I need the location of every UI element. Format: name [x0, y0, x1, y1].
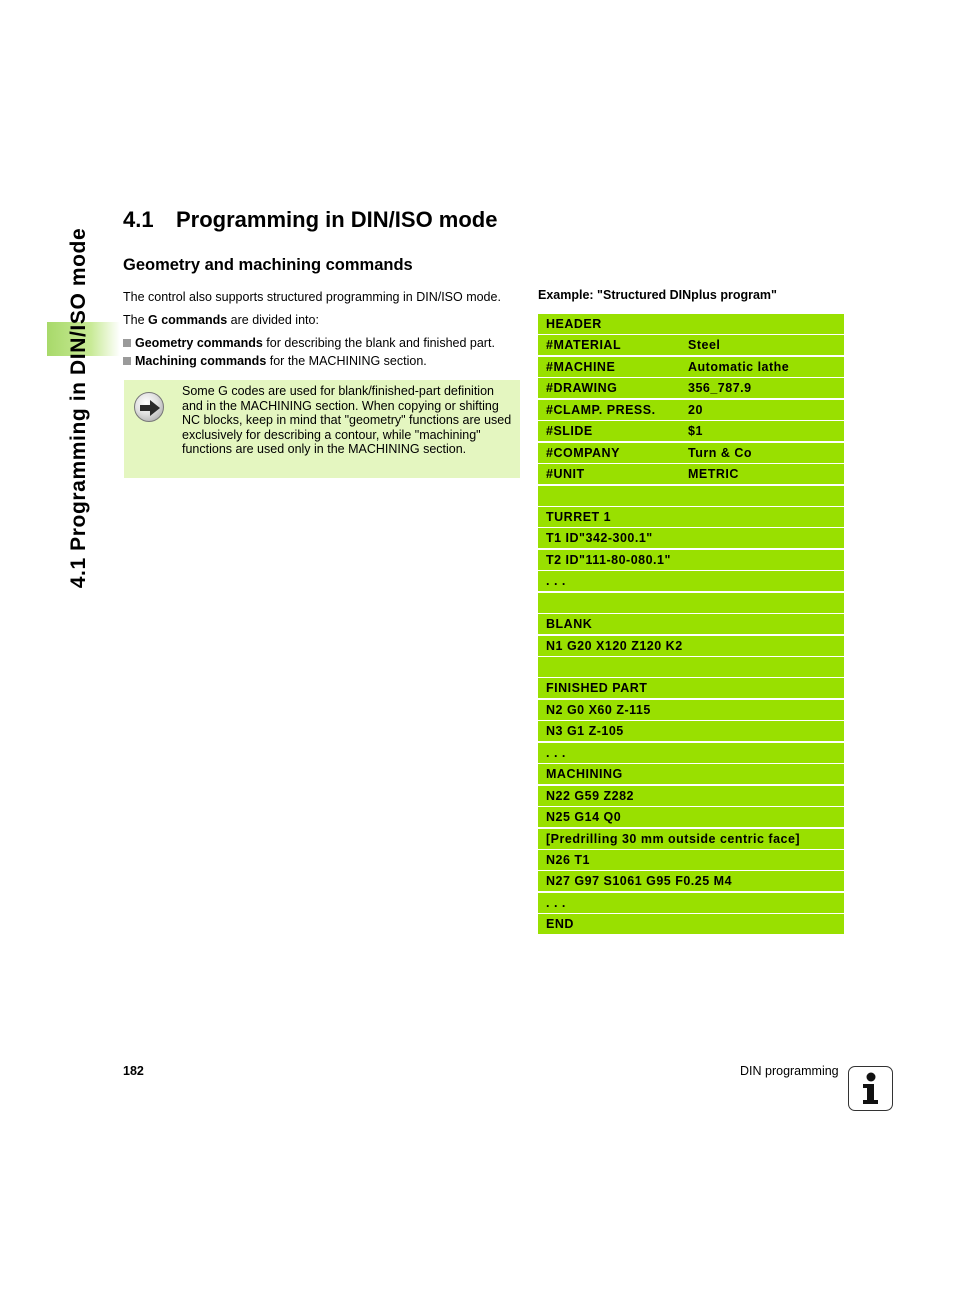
program-row	[538, 807, 844, 827]
footer-label: DIN programming	[740, 1064, 839, 1078]
section-title: Programming in DIN/ISO mode	[176, 207, 498, 232]
bullet-text: for describing the blank and finished part.	[262, 336, 495, 350]
program-row	[538, 528, 844, 548]
example-title: Example: "Structured DINplus program"	[538, 288, 777, 302]
program-row	[538, 335, 844, 355]
bullet-item	[123, 336, 495, 350]
program-row-code: #MACHINE	[546, 359, 616, 374]
program-row-code: [Predrilling 30 mm outside centric face]	[546, 831, 801, 846]
program-row-code: N25 G14 Q0	[546, 810, 622, 825]
program-row	[538, 400, 844, 420]
program-row	[538, 550, 844, 570]
program-row	[538, 721, 844, 741]
program-row	[538, 914, 844, 934]
program-row-code: N27 G97 S1061 G95 F0.25 M4	[546, 874, 733, 889]
program-row-code: N3 G1 Z-105	[546, 724, 624, 739]
program-row-code: #DRAWING	[546, 381, 618, 396]
program-row	[538, 678, 844, 698]
program-listing	[538, 314, 844, 936]
program-row-code: #UNIT	[546, 467, 585, 482]
page-title	[123, 207, 497, 233]
program-row-code: T1 ID"342-300.1"	[546, 531, 653, 546]
bullet-square-icon	[123, 357, 131, 365]
program-row	[538, 657, 844, 677]
program-row	[538, 593, 844, 613]
program-row	[538, 871, 844, 891]
program-row-value: Steel	[688, 338, 721, 353]
info-icon	[848, 1066, 893, 1111]
program-row-code: T2 ID"111-80-080.1"	[546, 552, 671, 567]
program-row-value: $1	[688, 424, 703, 439]
note-text: Some G codes are used for blank/finished-part definition and in the MACHINING section. When copying or shifting NC blocks, keep in mind that "geometry" functions are used exclusively for describing a contour, while "machining" functions are used only in the MACHINING section.	[182, 384, 512, 457]
bullet-item	[123, 354, 427, 368]
program-row	[538, 464, 844, 484]
section-number: 4.1	[123, 207, 154, 232]
bullet-bold: Geometry commands	[135, 336, 263, 350]
program-row	[538, 507, 844, 527]
program-row-code: . . .	[546, 574, 566, 589]
program-row-value: Turn & Co	[688, 445, 752, 460]
program-row	[538, 893, 844, 913]
program-row	[538, 314, 844, 334]
program-row-value: 356_787.9	[688, 381, 752, 396]
program-row	[538, 357, 844, 377]
program-row-code: N22 G59 Z282	[546, 788, 634, 803]
program-row-code: . . .	[546, 895, 566, 910]
program-row	[538, 829, 844, 849]
program-row-code: N1 G20 X120 Z120 K2	[546, 638, 683, 653]
program-row	[538, 614, 844, 634]
intro-paragraph: The control also supports structured programming in DIN/ISO mode.	[123, 290, 501, 304]
program-row	[538, 786, 844, 806]
bullet-text: for the MACHINING section.	[266, 354, 427, 368]
g-commands-bold: G commands	[148, 313, 228, 327]
program-row-code: N2 G0 X60 Z-115	[546, 702, 651, 717]
program-row	[538, 636, 844, 656]
note-box	[124, 380, 520, 478]
program-row-code: FINISHED PART	[546, 681, 648, 696]
program-row-code: HEADER	[546, 317, 602, 331]
program-row-value: METRIC	[688, 467, 739, 482]
program-row	[538, 421, 844, 441]
arrow-right-icon	[134, 392, 164, 422]
program-row-code: #MATERIAL	[546, 338, 622, 353]
program-row	[538, 486, 844, 506]
g-commands-paragraph	[123, 313, 319, 327]
program-row-code: MACHINING	[546, 767, 623, 782]
page-number: 182	[123, 1064, 144, 1078]
program-row-value: Automatic lathe	[688, 359, 790, 374]
program-row-value: 20	[688, 402, 703, 417]
program-row	[538, 700, 844, 720]
program-row	[538, 850, 844, 870]
g-commands-prefix: The	[123, 313, 149, 327]
program-row	[538, 571, 844, 591]
program-row-code: #COMPANY	[546, 445, 620, 460]
program-row-code: TURRET 1	[546, 509, 612, 524]
program-row	[538, 443, 844, 463]
program-row-code: BLANK	[546, 617, 593, 632]
g-commands-suffix: are divided into:	[227, 313, 319, 327]
program-row-code: #CLAMP. PRESS.	[546, 402, 656, 417]
bullet-square-icon	[123, 339, 131, 347]
program-row	[538, 378, 844, 398]
program-row-code: N26 T1	[546, 852, 590, 867]
program-row-code: END	[546, 917, 574, 932]
subheading: Geometry and machining commands	[123, 256, 413, 274]
program-row-code: . . .	[546, 745, 566, 760]
program-row-code: #SLIDE	[546, 424, 593, 439]
program-row	[538, 743, 844, 763]
sidebar-title-text: 4.1 Programming in DIN/ISO mode	[67, 227, 90, 589]
bullet-bold: Machining commands	[135, 354, 267, 368]
program-row	[538, 764, 844, 784]
